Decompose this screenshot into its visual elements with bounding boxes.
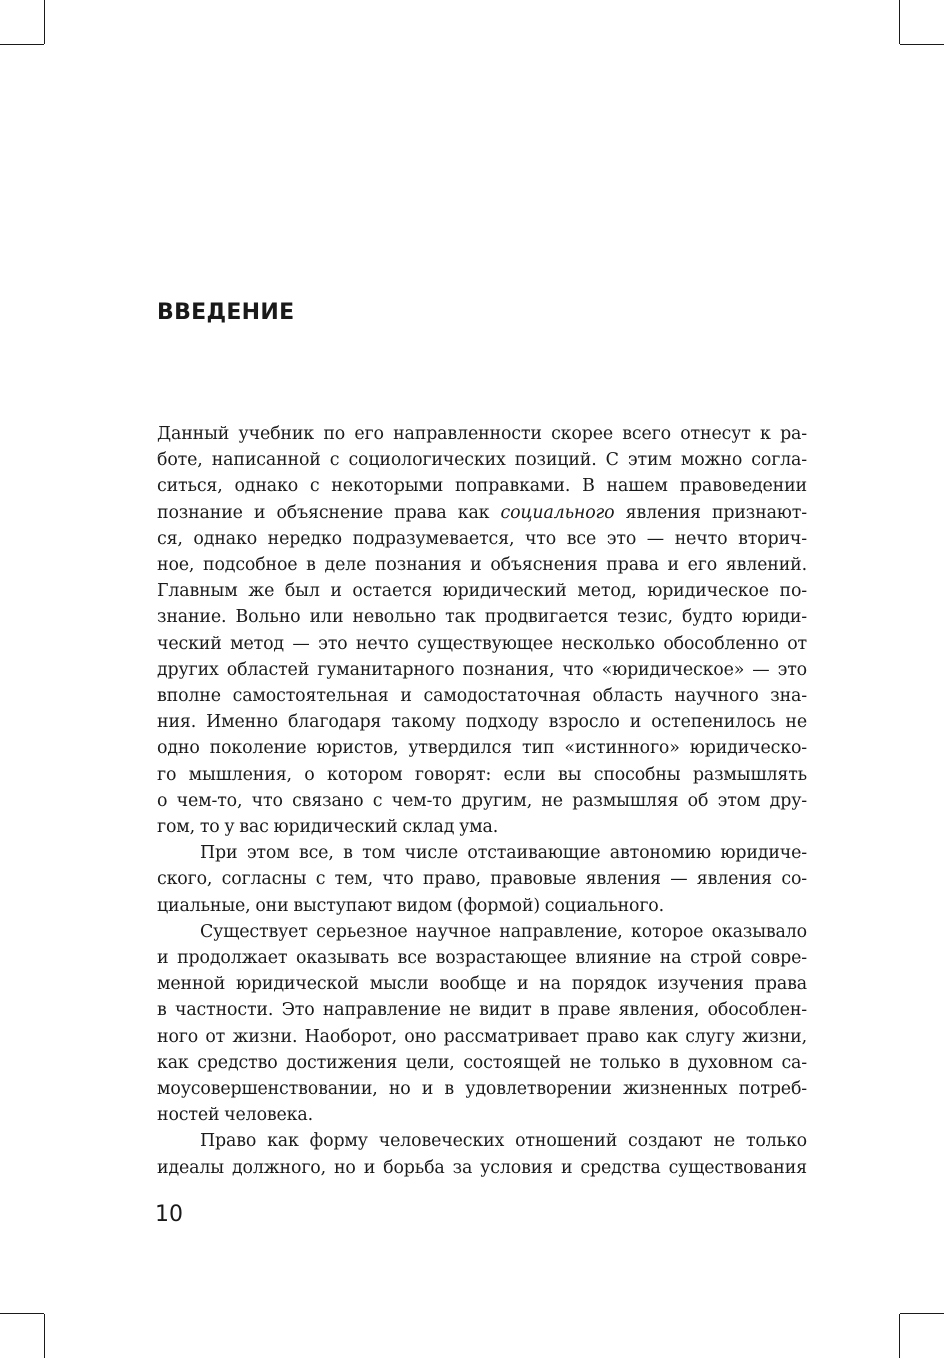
text-line: гом, то у вас юридический склад ума.	[157, 817, 499, 838]
crop-mark	[900, 1313, 944, 1314]
crop-mark	[0, 44, 44, 45]
text-line: ное, подсобное в деле познания и объяснения права и его явлений.	[157, 555, 807, 576]
text-line: ного от жизни. Наоборот, оно рассматривает право как слугу жизни,	[157, 1026, 807, 1047]
text-run: познание и объяснение права как	[157, 502, 501, 523]
text-line: ся, однако нередко подразумевается, что все это — нечто вторич-	[157, 528, 807, 549]
text-line: При этом все, в том числе отстаивающие автономию юридиче-	[200, 843, 807, 864]
page-number: 10	[155, 1202, 183, 1227]
body-text	[157, 421, 807, 1181]
text-line: циальные, они выступают видом (формой) социального.	[157, 895, 664, 916]
crop-mark	[899, 1314, 900, 1358]
text-line: и продолжает оказывать все возрастающее влияние на строй совре-	[157, 948, 807, 969]
crop-mark	[900, 44, 944, 45]
text-line: ческий метод — это нечто существующее несколько обособленно от	[157, 633, 807, 654]
text-line: вполне самостоятельная и самодостаточная область научного зна-	[157, 686, 807, 707]
crop-mark	[0, 1313, 44, 1314]
text-line: одно поколение юристов, утвердился тип «истинного» юридическо-	[157, 738, 807, 759]
text-line: ния. Именно благодаря такому подходу взросло и остепенилось не	[157, 712, 807, 733]
text-line: других областей гуманитарного познания, что «юридическое» — это	[157, 659, 807, 680]
text-run: явления признают-	[614, 502, 807, 523]
crop-mark	[44, 0, 45, 44]
text-line: знание. Вольно или невольно так продвигается тезис, будто юриди-	[157, 607, 807, 628]
text-line: в частности. Это направление не видит в праве явления, обособлен-	[157, 1000, 807, 1021]
crop-mark	[44, 1314, 45, 1358]
text-line: Главным же был и остается юридический метод, юридическое по-	[157, 581, 807, 602]
text-line: моусовершенствовании, но и в удовлетворении жизненных потреб-	[157, 1079, 807, 1100]
text-line: го мышления, о котором говорят: если вы способны размышлять	[157, 764, 807, 785]
text-line: Существует серьезное научное направление, которое оказывало	[200, 921, 807, 942]
paragraph	[157, 1128, 807, 1180]
chapter-title: ВВЕДЕНИЕ	[157, 300, 295, 325]
text-line: ностей человека.	[157, 1105, 313, 1126]
text-line: менной юридической мысли вообще и на порядок изучения права	[157, 974, 807, 995]
text-line: Данный учебник по его направленности скорее всего отнесут к ра-	[157, 424, 807, 444]
emphasis: социального	[500, 502, 615, 523]
paragraph	[157, 840, 807, 919]
text-line: о чем-то, что связано с чем-то другим, не размышляя об этом дру-	[157, 790, 807, 811]
text-line: ского, согласны с тем, что право, правовые явления — явления со-	[157, 869, 807, 890]
text-line: идеалы должного, но и борьба за условия и средства существования	[157, 1157, 807, 1178]
paragraph	[157, 919, 807, 1129]
text-line: боте, написанной с социологических позиций. С этим можно согла-	[157, 450, 807, 471]
text-line: как средство достижения цели, состоящей не только в духовном са-	[157, 1052, 807, 1073]
text-line: ситься, однако с некоторыми поправками. В нашем правоведении	[157, 476, 807, 497]
text-line	[157, 500, 807, 526]
crop-mark	[899, 0, 900, 44]
paragraph	[157, 421, 807, 840]
text-line: Право как форму человеческих отношений создают не только	[200, 1131, 807, 1152]
